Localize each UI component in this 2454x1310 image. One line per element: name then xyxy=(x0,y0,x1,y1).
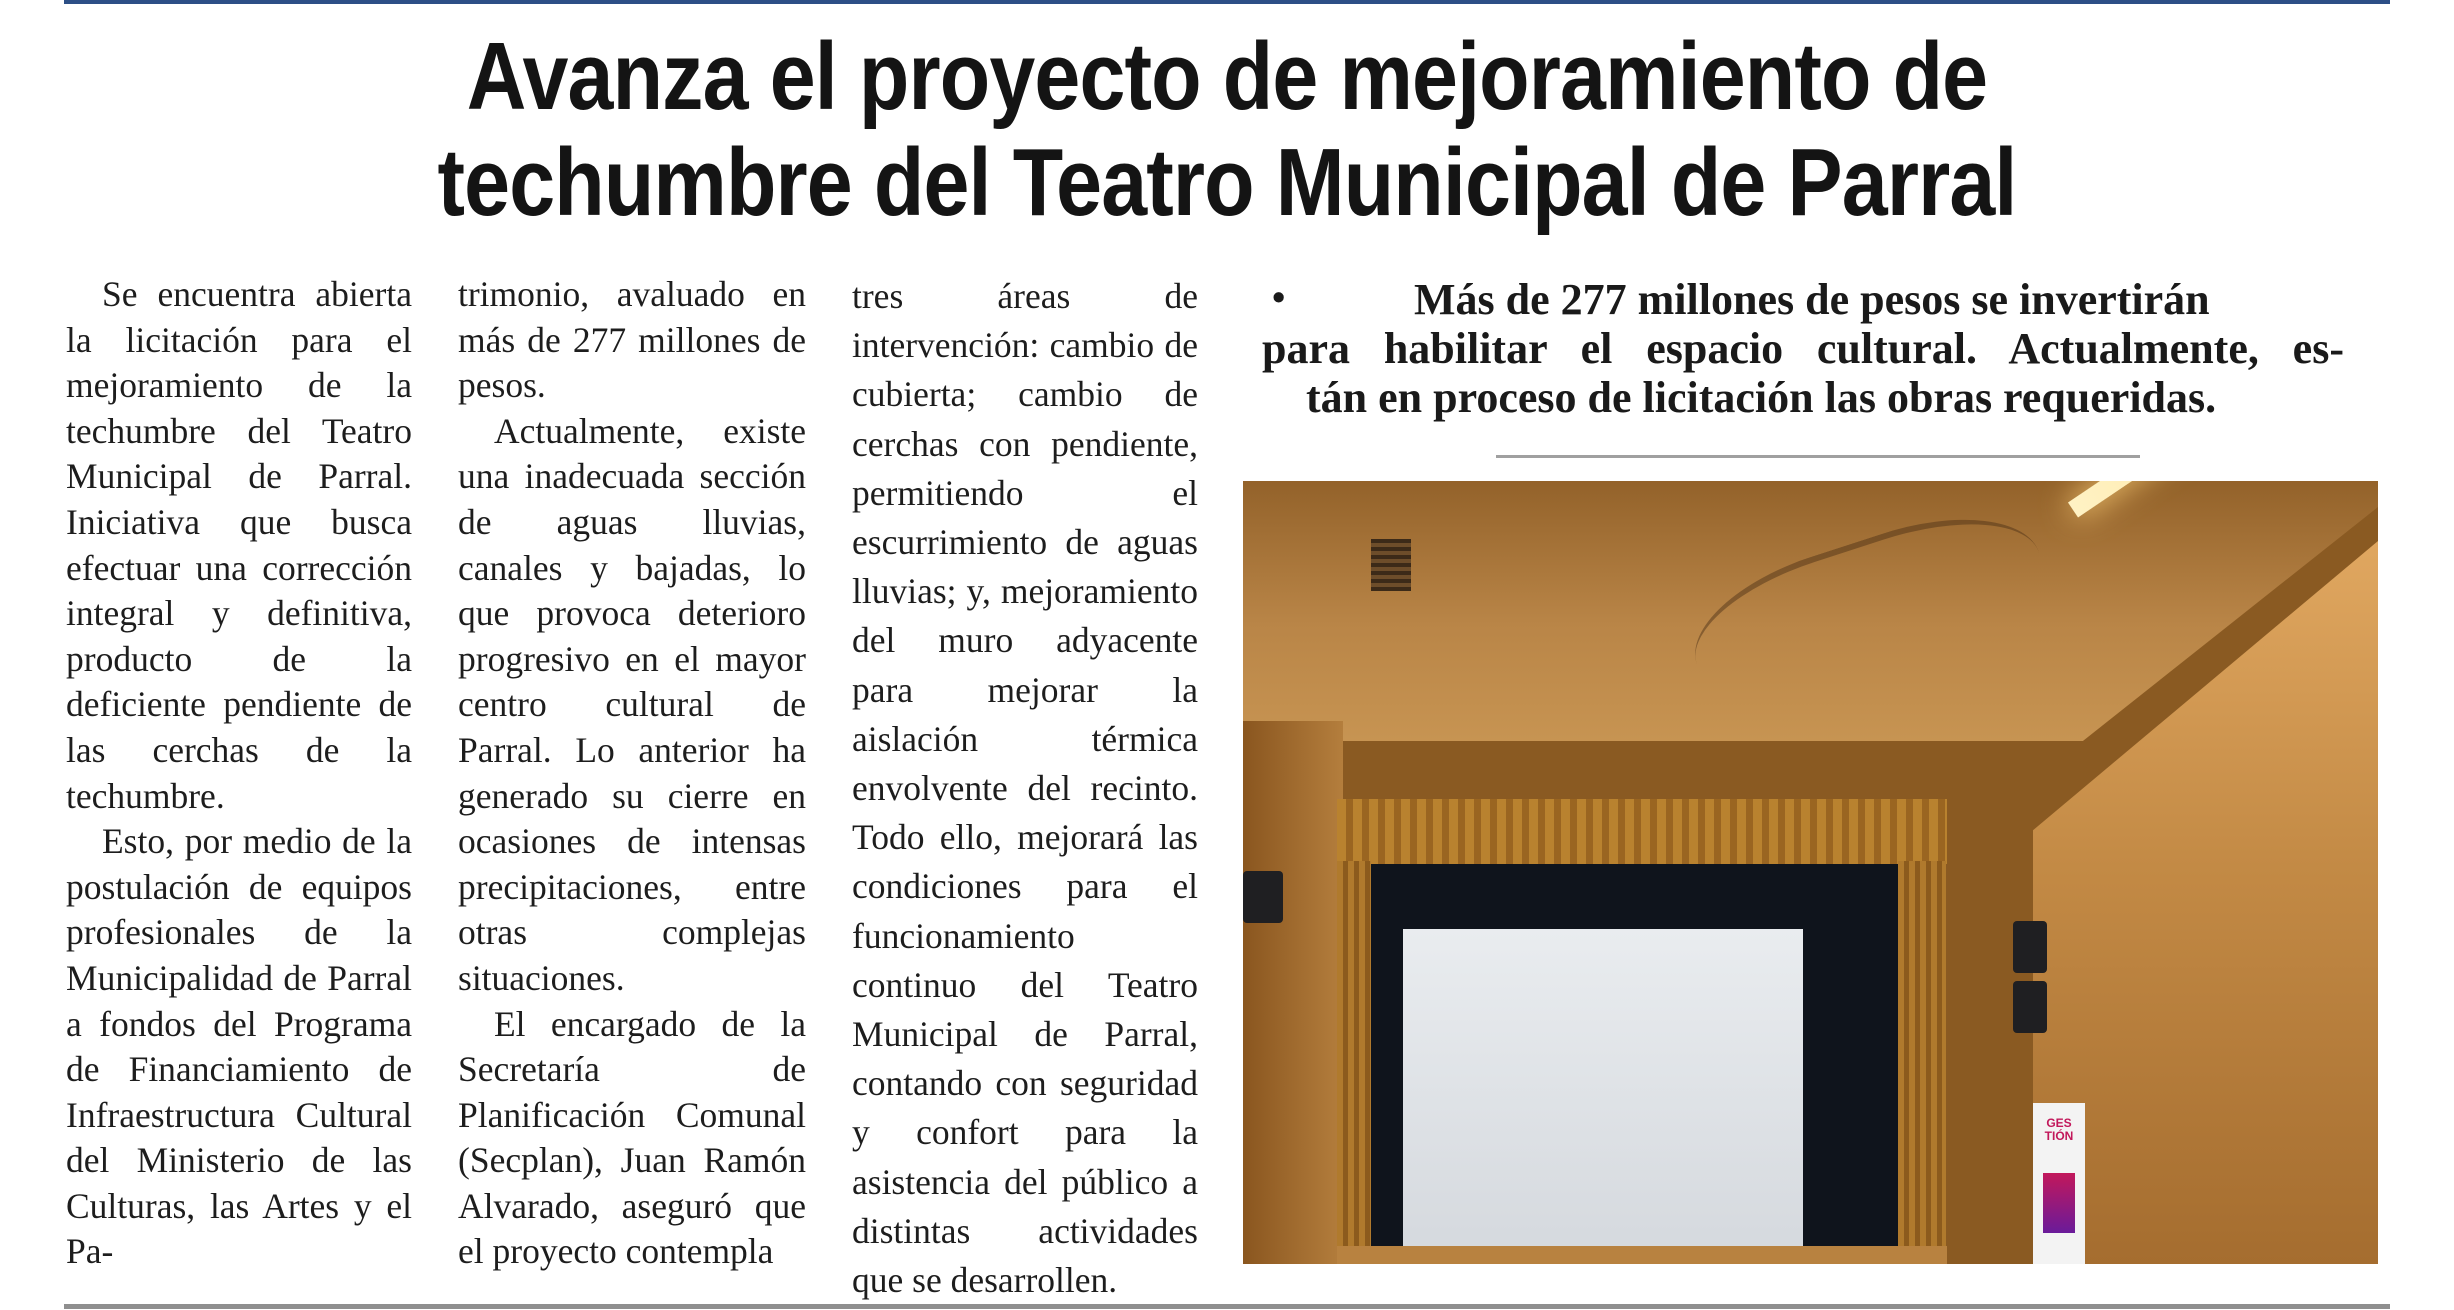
paragraph: trimonio, avaluado en más de 277 millones de pesos. xyxy=(458,274,806,406)
left-wall xyxy=(1243,721,1343,1264)
paragraph: Esto, por medio de la postulación de equipos profesionales de la Municipalidad de Parral a fondos del Programa de Financiamiento de Infraestructura Cultural del Ministerio de las Culturas, las Artes y el Pa- xyxy=(66,821,412,1272)
deck-line-2: para habilitar el espacio cultural. Actualmente, es- xyxy=(1262,324,2344,373)
paragraph: tres áreas de intervención: cambio de cubierta; cambio de cerchas con pendiente, permitiendo el escurrimiento de aguas lluvias; y, mejoramiento del muro adyacente para mejorar la aislación térmica envolvente del recinto. Todo ello, mejorará las condiciones para el funcionamiento continuo del Teatro Municipal de Parral, contando con seguridad y confort para la asistencia del público a distintas actividades que se desarrollen. xyxy=(852,276,1198,1301)
article-column-1 xyxy=(66,272,412,1275)
stage-curtain-right xyxy=(1898,861,1946,1264)
paragraph: El encargado de la Secretaría de Planificación Comunal (Secplan), Juan Ramón Alvarado, aseguró que el proyecto contempla xyxy=(458,1003,806,1272)
article-column-3 xyxy=(852,272,1198,1305)
headline xyxy=(227,24,2227,236)
theater-photo xyxy=(1243,481,2378,1264)
headline-line-2: techumbre del Teatro Municipal de Parral xyxy=(437,129,2017,236)
deck-text-1: Más de 277 millones de pesos se invertirán xyxy=(1414,275,2210,324)
bottom-rule xyxy=(64,1304,2390,1309)
deck-line-1 xyxy=(1262,274,2344,324)
speaker-icon xyxy=(2013,981,2047,1033)
speaker-icon xyxy=(1243,871,1283,923)
projection-screen xyxy=(1403,929,1803,1254)
top-rule xyxy=(64,0,2390,4)
vent-grille xyxy=(1371,539,1411,591)
paragraph: Se encuentra abierta la licitación para el mejoramiento de la techumbre del Teatro Municipal de Parral. Iniciativa que busca efectuar una corrección integral y definitiva, producto de la deficiente pendiente de las cerchas de la techumbre. xyxy=(66,274,412,816)
banner-text: GES TIÓN xyxy=(2044,1116,2074,1143)
speaker-icon xyxy=(2013,921,2047,973)
stage-curtain-left xyxy=(1337,861,1371,1264)
stage-valance xyxy=(1337,799,1947,864)
deck-line-3: tán en proceso de licitación las obras requeridas. xyxy=(1306,373,2217,422)
article-column-2 xyxy=(458,272,806,1275)
roll-up-banner xyxy=(2033,1103,2085,1264)
deck-divider xyxy=(1496,455,2140,458)
headline-line-1: Avanza el proyecto de mejoramiento de xyxy=(466,23,1988,130)
stage-floor xyxy=(1337,1246,1947,1264)
bullet-icon: • xyxy=(1272,277,1286,319)
paragraph: Actualmente, existe una inadecuada sección de aguas lluvias, canales y bajadas, lo que provoca deterioro progresivo en el mayor centro cultural de Parral. Lo anterior ha generado su cierre en ocasiones de intensas precipitaciones, entre otras complejas situaciones. xyxy=(458,410,806,998)
banner-graphic xyxy=(2043,1173,2075,1233)
deck-summary xyxy=(1262,274,2344,422)
